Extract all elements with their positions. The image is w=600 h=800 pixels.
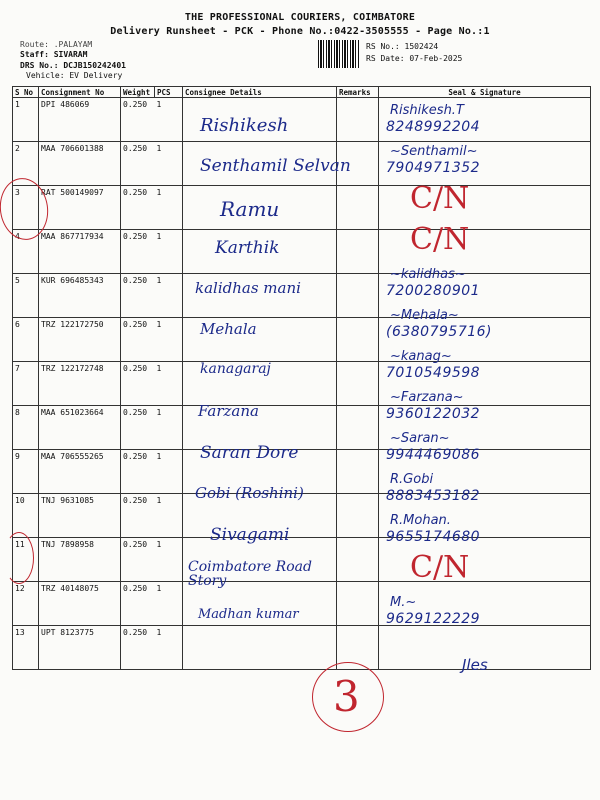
handwritten-signature: Rishikesh.T — [390, 103, 464, 118]
row-consignment-no: KUR 696485343 — [39, 274, 121, 318]
rs-date-label: RS Date: 07-Feb-2025 — [366, 54, 463, 63]
handwritten-signature: ~Mehala~ — [390, 308, 459, 323]
table-row — [13, 626, 591, 670]
row-sno: 7 — [13, 362, 39, 406]
row-weight: 0.250 — [121, 274, 155, 318]
table-row — [13, 274, 591, 318]
handwritten-signature: R.Mohan. — [390, 513, 451, 528]
row-pcs: 1 — [155, 362, 183, 406]
cn-mark: C/N — [410, 550, 470, 585]
row-sno: 1 — [13, 98, 39, 142]
row-consignment-no: MAA 651023664 — [39, 406, 121, 450]
row-consignment-no: TRZ 122172748 — [39, 362, 121, 406]
row-remarks — [337, 186, 379, 230]
row-consignment-no: MAA 706555265 — [39, 450, 121, 494]
row-weight: 0.250 — [121, 406, 155, 450]
row-sno: 10 — [13, 494, 39, 538]
table-row — [13, 230, 591, 274]
table-header-row — [13, 87, 591, 98]
col-seal-signature: Seal & Signature — [379, 87, 591, 98]
row-consignment-no: DPI 486069 — [39, 98, 121, 142]
row-sno: 11 — [13, 538, 39, 582]
row-pcs: 1 — [155, 406, 183, 450]
row-weight: 0.250 — [121, 582, 155, 626]
handwritten-signature: ~kanag~ — [390, 349, 452, 364]
row-consignment-no: TRZ 40148075 — [39, 582, 121, 626]
handwritten-phone: 8883453182 — [386, 488, 481, 504]
handwritten-consignee: Sivagami — [210, 525, 290, 545]
row-remarks — [337, 450, 379, 494]
row-sno: 12 — [13, 582, 39, 626]
row-consignment-no: TRZ 122172750 — [39, 318, 121, 362]
handwritten-phone: 8248992204 — [386, 119, 481, 135]
row-consignment-no: UPT 8123775 — [39, 626, 121, 670]
row-pcs: 1 — [155, 142, 183, 186]
handwritten-consignee: Karthik — [215, 238, 280, 258]
col-sno: S No — [13, 87, 39, 98]
handwritten-consignee: Gobi (Roshini) — [195, 484, 304, 502]
row-weight: 0.250 — [121, 538, 155, 582]
row-remarks — [337, 98, 379, 142]
col-consignment: Consignment No — [39, 87, 121, 98]
row-weight: 0.250 — [121, 362, 155, 406]
handwritten-consignee: Coimbatore Road Story — [188, 559, 312, 589]
row-pcs: 1 — [155, 186, 183, 230]
row-remarks — [337, 582, 379, 626]
handwritten-consignee: Rishikesh — [200, 115, 289, 136]
drs-label: DRS No.: DCJB150242401 — [20, 61, 126, 70]
row-remarks — [337, 538, 379, 582]
runsheet-subtitle: Delivery Runsheet - PCK - Phone No.:0422-3505555 - Page No.:1 — [110, 26, 490, 37]
row-weight: 0.250 — [121, 494, 155, 538]
row-weight: 0.250 — [121, 98, 155, 142]
handwritten-signature: ~Farzana~ — [390, 390, 464, 405]
footer-initials: Jles — [462, 656, 488, 674]
col-remarks: Remarks — [337, 87, 379, 98]
row-pcs: 1 — [155, 274, 183, 318]
handwritten-signature: ~Senthamil~ — [390, 144, 478, 159]
row-pcs: 1 — [155, 582, 183, 626]
barcode-icon — [318, 40, 360, 68]
row-remarks — [337, 406, 379, 450]
handwritten-phone: (6380795716) — [386, 324, 492, 340]
row-weight: 0.250 — [121, 318, 155, 362]
handwritten-phone: 7904971352 — [386, 160, 481, 176]
row-sno: 9 — [13, 450, 39, 494]
handwritten-signature: ~Saran~ — [390, 431, 450, 446]
handwritten-consignee: Madhan kumar — [198, 607, 299, 622]
handwritten-phone: 9360122032 — [386, 406, 481, 422]
vehicle-label: Vehicle: EV Delivery — [26, 71, 123, 80]
row-consignment-no: TNJ 7898958 — [39, 538, 121, 582]
row-remarks — [337, 318, 379, 362]
col-weight: Weight — [121, 87, 155, 98]
row-sno: 6 — [13, 318, 39, 362]
handwritten-signature: R.Gobi — [390, 472, 434, 487]
handwritten-phone: 9629122229 — [386, 611, 481, 627]
row-consignment-no: TNJ 9631085 — [39, 494, 121, 538]
table-row — [13, 98, 591, 142]
row-pcs: 1 — [155, 98, 183, 142]
row-remarks — [337, 494, 379, 538]
handwritten-consignee: Senthamil Selvan — [200, 156, 351, 176]
table-row — [13, 582, 591, 626]
page-count-number: 3 — [333, 672, 360, 721]
row-pcs: 1 — [155, 450, 183, 494]
handwritten-phone: 7200280901 — [386, 283, 481, 299]
route-label: Route: .PALAYAM — [20, 40, 93, 49]
row-sno: 4 — [13, 230, 39, 274]
row-consignment-no: RAT 500149097 — [39, 186, 121, 230]
table-row — [13, 186, 591, 230]
row-sno: 5 — [13, 274, 39, 318]
staff-label: Staff: SIVARAM — [20, 50, 88, 59]
row-remarks — [337, 274, 379, 318]
table-row — [13, 406, 591, 450]
handwritten-consignee: Ramu — [220, 197, 280, 221]
table-row — [13, 362, 591, 406]
row-pcs: 1 — [155, 538, 183, 582]
row-weight: 0.250 — [121, 450, 155, 494]
row-remarks — [337, 230, 379, 274]
row-remarks — [337, 362, 379, 406]
row-sno: 8 — [13, 406, 39, 450]
handwritten-consignee: kalidhas mani — [195, 279, 301, 297]
red-ring-mark — [4, 532, 34, 584]
row-pcs: 1 — [155, 318, 183, 362]
row-pcs: 1 — [155, 626, 183, 670]
handwritten-consignee: Mehala — [200, 320, 257, 338]
row-consignment-no: MAA 706601388 — [39, 142, 121, 186]
cn-mark: C/N — [410, 222, 470, 257]
row-sno: 13 — [13, 626, 39, 670]
table-row — [13, 318, 591, 362]
row-weight: 0.250 — [121, 142, 155, 186]
row-pcs: 1 — [155, 494, 183, 538]
rs-no-label: RS No.: 1502424 — [366, 42, 439, 51]
cn-mark: C/N — [410, 181, 470, 216]
row-weight: 0.250 — [121, 186, 155, 230]
col-consignee: Consignee Details — [183, 87, 337, 98]
row-sno: 2 — [13, 142, 39, 186]
handwritten-consignee: Saran Dore — [200, 443, 299, 463]
row-consignment-no: MAA 867717934 — [39, 230, 121, 274]
handwritten-phone: 9655174680 — [386, 529, 481, 545]
row-weight: 0.250 — [121, 626, 155, 670]
handwritten-phone: 9944469086 — [386, 447, 481, 463]
row-weight: 0.250 — [121, 230, 155, 274]
row-pcs: 1 — [155, 230, 183, 274]
handwritten-consignee: Farzana — [198, 402, 259, 420]
company-title: THE PROFESSIONAL COURIERS, COIMBATORE — [184, 12, 416, 23]
col-pcs: PCS — [155, 87, 183, 98]
handwritten-signature: M.~ — [390, 595, 417, 610]
row-sno: 3 — [13, 186, 39, 230]
handwritten-signature: ~kalidhas~ — [390, 267, 466, 282]
handwritten-phone: 7010549598 — [386, 365, 481, 381]
row-consignee — [183, 626, 337, 670]
handwritten-consignee: kanagaraj — [200, 361, 271, 377]
